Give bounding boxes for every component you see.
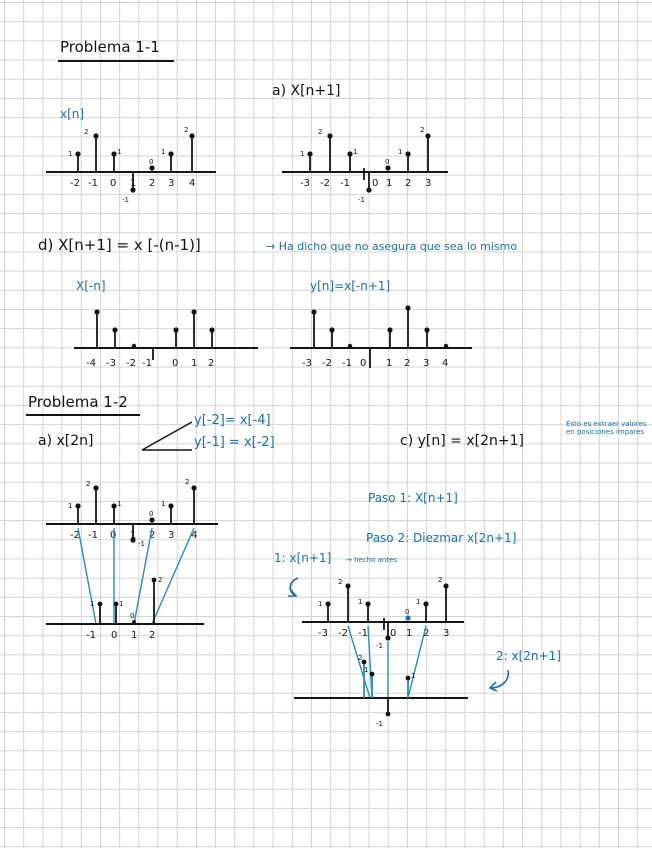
tick-label: -1	[342, 358, 352, 369]
point-label: 1	[90, 600, 95, 608]
point-label: 0	[385, 158, 390, 166]
point-label: 2	[84, 128, 89, 136]
tick-label: 4	[442, 358, 449, 369]
problem-1-2-title: Problema 1-2	[28, 393, 128, 411]
tick-label: 0	[110, 178, 117, 189]
part-a-2-label: a) x[2n]	[38, 433, 94, 449]
tick-label: 2	[149, 530, 156, 541]
tick-label: -1	[88, 530, 98, 541]
x-neg-n-label: X[-n]	[76, 279, 106, 293]
stem-n-3	[425, 133, 430, 172]
tick-label: 1	[386, 178, 393, 189]
stem-n-2	[405, 151, 410, 172]
stem-n-minus-1	[93, 485, 98, 524]
stem-n-minus-1	[365, 601, 370, 622]
x2n1-stem-1	[406, 676, 411, 698]
stem-n-3	[168, 503, 173, 524]
tick-label: 0	[360, 358, 367, 369]
bracket-lines	[140, 416, 200, 456]
tick-label: 3	[423, 358, 430, 369]
tick-label: -1	[88, 178, 98, 189]
point-label: 0	[405, 608, 410, 616]
tick-label: 0	[110, 530, 117, 541]
tick-label: 1	[406, 628, 413, 639]
tick-label: 2	[405, 178, 412, 189]
step-1-label: 1: x[n+1]	[274, 551, 332, 565]
x2n1-stem-0	[386, 698, 391, 716]
point-label: 2	[158, 576, 163, 584]
part-c-label: c) y[n] = x[2n+1]	[400, 433, 524, 449]
point-label: 2	[184, 126, 189, 134]
tick-label: -2	[70, 530, 80, 541]
tick-label: -3	[318, 628, 328, 639]
problem-1-1-underline	[58, 60, 174, 62]
tick-label: 2	[423, 628, 430, 639]
tick-label: 3	[443, 628, 450, 639]
paso-1-label: Paso 1: X[n+1]	[368, 491, 458, 505]
stem-n-minus-2	[75, 503, 80, 524]
tick-label: -1	[142, 358, 152, 369]
x2n1-stem-minus-1	[370, 672, 375, 698]
tick-label: 0	[372, 178, 379, 189]
tick-label: 1	[191, 358, 198, 369]
tick-label: -4	[86, 358, 96, 369]
x2n-stem-1	[132, 620, 136, 624]
point-label: 1	[358, 598, 363, 606]
problem-1-1-title: Problema 1-1	[60, 38, 160, 56]
point-label: -1	[138, 540, 145, 548]
plot-x-n-plus-1-and-x-2n-plus-1	[292, 574, 482, 734]
point-label: 1	[300, 150, 305, 158]
stem-n-3	[424, 327, 429, 348]
tick-label: -1	[86, 630, 96, 641]
mapping-line	[78, 528, 96, 624]
stem-n-0	[111, 151, 116, 172]
stem-n-3	[168, 151, 173, 172]
equation-y-neg-1: y[-1] = x[-2]	[194, 435, 275, 450]
point-label: 0	[149, 158, 154, 166]
plot-x-n-plus-1	[280, 118, 460, 210]
step-2-label: 2: x[2n+1]	[496, 649, 561, 663]
tick-label: 1	[386, 358, 393, 369]
tick-label: 3	[168, 530, 175, 541]
stem-n-3	[443, 583, 448, 622]
point-label: 2	[86, 480, 91, 488]
stem-n-1	[385, 165, 390, 170]
stem-n-minus-2	[345, 583, 350, 622]
point-label: 1	[364, 666, 369, 674]
tick-label: -3	[106, 358, 116, 369]
tick-label: -3	[300, 178, 310, 189]
tick-label: 3	[425, 178, 432, 189]
stem-n-minus-4	[94, 309, 99, 348]
part-c-note: Esto es extraer valores en posiciones impares	[566, 420, 647, 437]
problem-1-2-underline	[26, 414, 140, 416]
point-label: -1	[358, 196, 365, 204]
tick-label: -3	[302, 358, 312, 369]
point-label: -1	[122, 196, 129, 204]
stem-n-minus-2	[327, 133, 332, 172]
stem-n-minus-1	[347, 151, 352, 172]
stem-n-0	[111, 503, 116, 524]
x-n-label: x[n]	[60, 107, 85, 121]
stem-n-4	[191, 485, 196, 524]
tick-label: -2	[338, 628, 348, 639]
stem-n-4	[444, 344, 448, 348]
arrow-icon	[486, 668, 512, 692]
tick-label: 0	[172, 358, 179, 369]
stem-n-1	[191, 309, 196, 348]
step-1-note: → hecho antes	[346, 556, 398, 564]
point-label: 1	[68, 150, 73, 158]
point-label: 1	[398, 148, 403, 156]
point-label: 1	[411, 672, 416, 680]
stem-n-4	[189, 133, 194, 172]
stem-n-2	[209, 327, 214, 348]
point-label: 1	[119, 600, 124, 608]
point-label: 2	[358, 654, 363, 662]
point-label: 2	[438, 576, 443, 584]
stem-n-1	[387, 327, 392, 348]
tick-label: 4	[189, 178, 196, 189]
stem-n-minus-3	[325, 601, 330, 622]
point-label: 2	[185, 478, 190, 486]
part-d-note: → Ha dicho que no asegura que sea lo mismo	[266, 240, 518, 253]
equation-y-neg-2: y[-2]= x[-4]	[194, 413, 271, 428]
tick-label: -2	[322, 358, 332, 369]
tick-label: -1	[358, 628, 368, 639]
tick-label: -1	[340, 178, 350, 189]
stem-n-minus-1	[348, 344, 352, 348]
point-label: -1	[376, 720, 383, 728]
x2n-stem-minus-1	[98, 602, 103, 624]
tick-label: 1	[131, 630, 138, 641]
point-label: 2	[420, 126, 425, 134]
y-n-label: y[n]=x[-n+1]	[310, 279, 391, 293]
tick-label: 3	[168, 178, 175, 189]
paso-2-label: Paso 2: Diezmar x[2n+1]	[366, 531, 517, 545]
stem-n-2	[405, 305, 410, 348]
tick-label: 2	[404, 358, 411, 369]
stem-n-minus-3	[307, 151, 312, 172]
point-label: 1	[416, 598, 421, 606]
point-label: 1	[353, 148, 358, 156]
tick-label: 0	[390, 628, 397, 639]
tick-label: -2	[126, 358, 136, 369]
tick-label: 1	[130, 178, 137, 189]
plot-x-n	[44, 118, 224, 210]
stem-n-2	[423, 601, 428, 622]
tick-label: 4	[191, 530, 198, 541]
stem-n-minus-2	[75, 151, 80, 172]
point-label: 1	[161, 500, 166, 508]
plot-x-neg-n	[72, 296, 262, 376]
stem-n-2	[149, 517, 154, 522]
point-label: 1	[117, 148, 122, 156]
point-label: 2	[318, 128, 323, 136]
tick-label: -2	[320, 178, 330, 189]
point-label: 0	[130, 612, 135, 620]
plot-x-n-and-x-2n	[44, 474, 234, 650]
stem-n-0	[366, 172, 371, 193]
stem-n-minus-3	[311, 309, 316, 348]
stem-n-1	[405, 615, 410, 620]
part-d-label: d) X[n+1] = x [-(n-1)]	[38, 236, 201, 254]
plot-y-n	[288, 296, 478, 376]
point-label: -1	[376, 642, 383, 650]
tick-label: 2	[208, 358, 215, 369]
tick-label: 2	[149, 178, 156, 189]
point-label: 2	[338, 578, 343, 586]
tick-label: 0	[111, 630, 118, 641]
tick-label: 1	[130, 530, 137, 541]
stem-n-minus-1	[93, 133, 98, 172]
stem-n-2	[149, 165, 154, 170]
tick-label: -2	[70, 178, 80, 189]
point-label: 0	[149, 510, 154, 518]
stem-n-minus-2	[132, 344, 136, 348]
point-label: 1	[117, 500, 122, 508]
tick-label: 2	[149, 630, 156, 641]
stem-n-minus-2	[329, 327, 334, 348]
stem-n-minus-3	[112, 327, 117, 348]
part-a-label: a) X[n+1]	[272, 83, 341, 99]
point-label: 1	[68, 502, 73, 510]
stem-n-0	[173, 327, 178, 348]
point-label: 1	[161, 148, 166, 156]
point-label: 1	[318, 600, 323, 608]
